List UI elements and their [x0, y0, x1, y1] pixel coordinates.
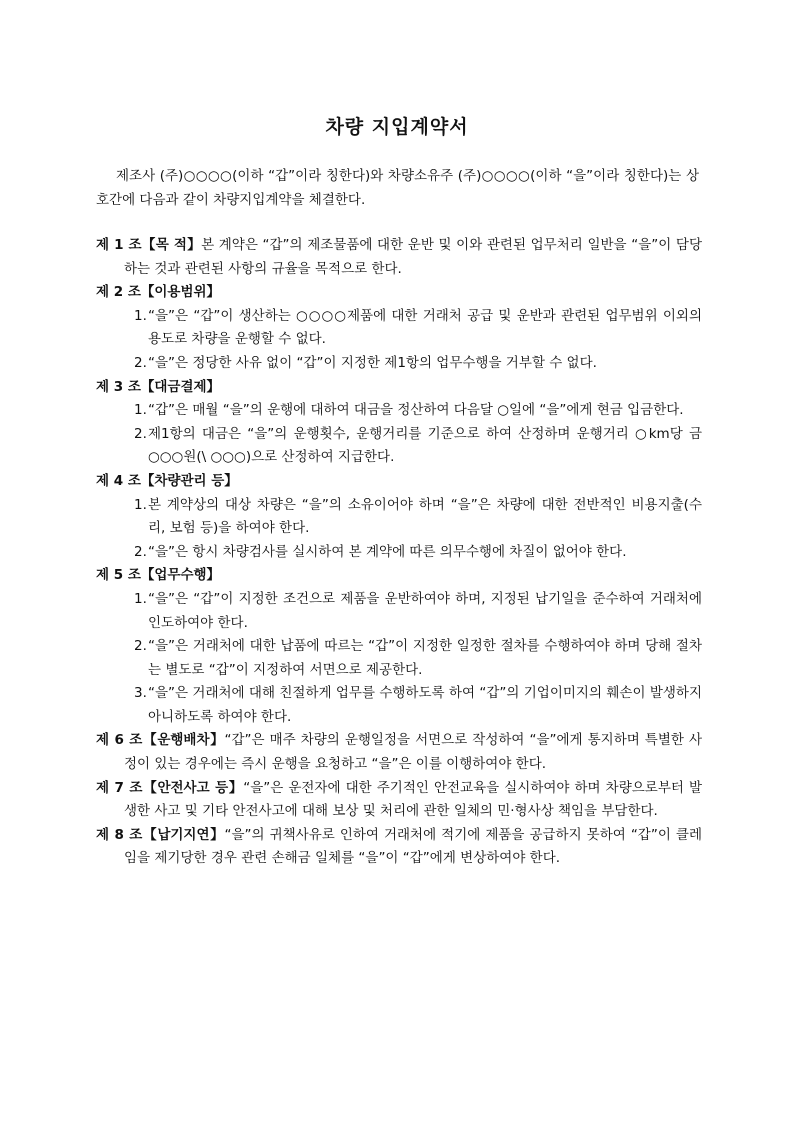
item-text: “을”은 “갑”이 지정한 조건으로 제품을 운반하여야 하며, 지정된 납기일을 준수하여 거래처에 인도하여야 한다. — [148, 590, 702, 631]
article-item — [134, 635, 702, 682]
article-body: 본 계약은 “갑”의 제조물품에 대한 운반 및 이와 관련된 업무처리 일반을 “을”이 담당하는 것과 관련된 사항의 규율을 목적으로 한다. — [124, 237, 702, 277]
article-item — [134, 494, 702, 541]
item-number: 1. — [134, 590, 147, 607]
item-text: “을”은 거래처에 대해 친절하게 업무를 수행하도록 하여 “갑”의 기업이미지의 훼손이 발생하지 아니하도록 하여야 한다. — [148, 685, 702, 725]
article-items — [96, 494, 702, 565]
item-text: “갑”은 매월 “을”의 운행에 대하여 대금을 정산하여 다음달 ○일에 “을”에게 현금 입금한다. — [148, 402, 684, 419]
article-item — [134, 588, 702, 635]
article-heading: 제 5 조【업무수행】 — [96, 567, 221, 584]
article-items — [96, 588, 702, 730]
article-heading: 제 7 조【안전사고 등】 — [96, 779, 244, 796]
item-number: 2. — [134, 425, 147, 442]
articles-list — [96, 234, 702, 871]
item-text: “을”은 “갑”이 생산하는 ○○○○제품에 대한 거래처 공급 및 운반과 관련된 업무범위 이외의 용도로 차량을 운행할 수 없다. — [148, 307, 702, 348]
item-number: 2. — [134, 543, 147, 560]
article-item — [134, 399, 702, 423]
article-item — [134, 423, 702, 470]
article-item — [134, 352, 702, 376]
item-number: 1. — [134, 496, 147, 513]
article-item — [134, 682, 702, 729]
item-number: 1. — [134, 402, 147, 419]
article-heading: 제 8 조【납기지연】 — [96, 826, 225, 843]
item-number: 3. — [134, 685, 147, 702]
article-heading: 제 3 조【대금결제】 — [96, 378, 221, 395]
article-heading: 제 2 조【이용범위】 — [96, 284, 221, 301]
intro-paragraph: 제조사 (주)○○○○(이하 “갑”이라 칭한다)와 차량소유주 (주)○○○○(이하 “을”이라 칭한다)는 상호간에 다음과 같이 차량지입계약을 체결한다. — [96, 168, 699, 208]
article-4 — [96, 470, 702, 564]
item-number: 2. — [134, 638, 147, 655]
item-text: “을”은 거래처에 대한 납품에 따르는 “갑”이 지정한 일정한 절차를 수행하여야 하며 당해 절차는 별도로 “갑”이 지정하여 서면으로 제공한다. — [148, 638, 702, 678]
article-items — [96, 305, 702, 376]
item-text: 제1항의 대금은 “을”의 운행횟수, 운행거리를 기준으로 하여 산정하며 운행거리 ○km당 금 ○○○원(\ ○○○)으로 산정하여 지급한다. — [148, 425, 702, 466]
article-body: “을”의 귀책사유로 인하여 거래처에 적기에 제품을 공급하지 못하여 “갑”이 클레임을 제기당한 경우 관련 손해금 일체를 “을”이 “갑”에게 변상하여야 한다. — [124, 826, 702, 867]
article-body: “갑”은 매주 차량의 운행일정을 서면으로 작성하여 “을”에게 통지하며 특별한 사정이 있는 경우에는 즉시 운행을 요청하고 “을”은 이를 이행하여야 한다. — [124, 732, 702, 773]
article-item — [134, 305, 702, 352]
item-number: 1. — [134, 307, 147, 324]
item-text: “을”은 항시 차량검사를 실시하여 본 계약에 따른 의무수행에 차질이 없어야 한다. — [148, 543, 627, 560]
item-text: 본 계약상의 대상 차량은 “을”의 소유이어야 하며 “을”은 차량에 대한 전반적인 비용지출(수리, 보험 등)을 하여야 한다. — [148, 496, 702, 537]
document-title: 차량 지입계약서 — [325, 116, 469, 138]
article-7 — [96, 777, 702, 824]
article-5 — [96, 564, 702, 729]
item-text: “을”은 정당한 사유 없이 “갑”이 지정한 제1항의 업무수행을 거부할 수 없다. — [148, 354, 597, 371]
article-body: “을”은 운전자에 대한 주기적인 안전교육을 실시하여야 하며 차량으로부터 발생한 사고 및 기타 안전사고에 대해 보상 및 처리에 관한 일체의 민·형사상 책임을 부담한다. — [124, 779, 703, 820]
article-heading: 제 1 조【목 적】 — [96, 237, 202, 253]
article-1 — [96, 234, 702, 281]
article-8 — [96, 824, 702, 871]
item-number: 2. — [134, 354, 147, 371]
article-2 — [96, 281, 702, 375]
article-6 — [96, 729, 702, 776]
article-items — [96, 399, 702, 470]
article-item — [134, 541, 702, 565]
article-heading: 제 4 조【차량관리 등】 — [96, 472, 238, 489]
article-heading: 제 6 조【운행배차】 — [96, 732, 225, 749]
article-3 — [96, 376, 702, 470]
